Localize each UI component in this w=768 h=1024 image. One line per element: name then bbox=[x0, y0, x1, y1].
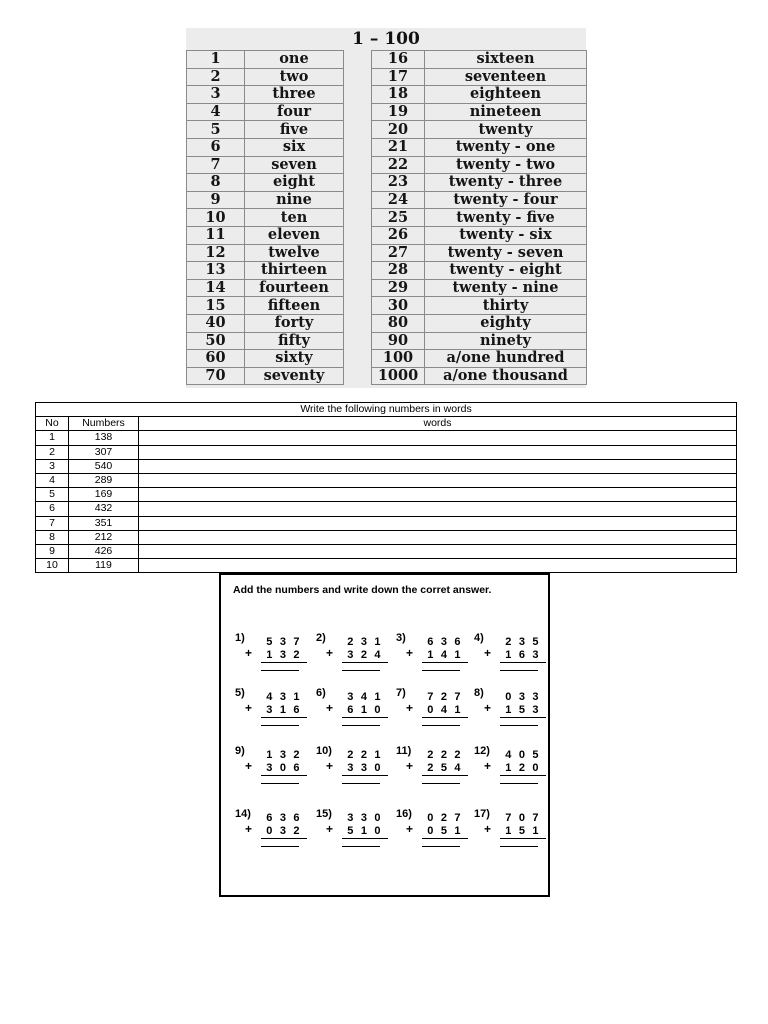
addition-problem bbox=[474, 632, 554, 682]
reference-word: thirteen bbox=[245, 262, 344, 280]
reference-word: twenty - one bbox=[425, 138, 587, 156]
words-exercise-row bbox=[36, 488, 737, 502]
reference-word: twenty - six bbox=[425, 226, 587, 244]
reference-word: fifteen bbox=[245, 297, 344, 315]
reference-number: 40 bbox=[187, 314, 245, 332]
reference-row bbox=[187, 244, 587, 262]
reference-number: 90 bbox=[372, 332, 425, 350]
reference-row bbox=[187, 121, 587, 139]
reference-row bbox=[187, 103, 587, 121]
reference-word: eleven bbox=[245, 226, 344, 244]
row-number: 6 bbox=[36, 502, 69, 516]
words-exercise-row bbox=[36, 473, 737, 487]
reference-row bbox=[187, 68, 587, 86]
words-answer-cell[interactable] bbox=[139, 431, 737, 445]
reference-number: 7 bbox=[187, 156, 245, 174]
reference-row bbox=[187, 191, 587, 209]
answer-line[interactable] bbox=[500, 846, 538, 847]
number-value: 351 bbox=[69, 516, 139, 530]
addition-problem bbox=[474, 745, 554, 795]
answer-line[interactable] bbox=[342, 846, 380, 847]
row-number: 5 bbox=[36, 488, 69, 502]
row-number: 8 bbox=[36, 530, 69, 544]
row-number: 7 bbox=[36, 516, 69, 530]
reference-number: 22 bbox=[372, 156, 425, 174]
number-value: 119 bbox=[69, 559, 139, 573]
addend-top: 7 0 7 bbox=[505, 812, 541, 824]
reference-gap bbox=[344, 156, 372, 174]
addend-bottom: 1 5 1 bbox=[500, 825, 546, 839]
addition-problem bbox=[235, 632, 315, 682]
addition-problem bbox=[235, 687, 315, 737]
words-answer-cell[interactable] bbox=[139, 473, 737, 487]
reference-gap bbox=[344, 103, 372, 121]
reference-number: 50 bbox=[187, 332, 245, 350]
reference-word: twenty - nine bbox=[425, 279, 587, 297]
reference-number: 15 bbox=[187, 297, 245, 315]
addend-bottom: 3 3 0 bbox=[342, 762, 388, 776]
answer-line[interactable] bbox=[422, 783, 460, 784]
reference-table bbox=[186, 50, 587, 385]
answer-line[interactable] bbox=[342, 783, 380, 784]
reference-word: eight bbox=[245, 174, 344, 192]
reference-number: 19 bbox=[372, 103, 425, 121]
reference-word: a/one hundred bbox=[425, 350, 587, 368]
reference-gap bbox=[344, 138, 372, 156]
reference-word: twenty - three bbox=[425, 174, 587, 192]
addend-bottom: 6 1 0 bbox=[342, 704, 388, 718]
reference-word: twelve bbox=[245, 244, 344, 262]
number-value: 138 bbox=[69, 431, 139, 445]
plus-sign: + bbox=[484, 759, 492, 773]
reference-word: twenty bbox=[425, 121, 587, 139]
addend-top: 1 3 2 bbox=[266, 749, 302, 761]
words-exercise-title: Write the following numbers in words bbox=[36, 403, 737, 417]
reference-row bbox=[187, 279, 587, 297]
reference-word: four bbox=[245, 103, 344, 121]
problem-label: 9) bbox=[235, 745, 245, 757]
number-value: 212 bbox=[69, 530, 139, 544]
problem-label: 11) bbox=[396, 745, 412, 757]
reference-row bbox=[187, 174, 587, 192]
reference-row bbox=[187, 226, 587, 244]
addend-top: 3 4 1 bbox=[347, 691, 383, 703]
reference-word: twenty - four bbox=[425, 191, 587, 209]
number-words-reference bbox=[186, 28, 586, 388]
reference-number: 9 bbox=[187, 191, 245, 209]
reference-word: thirty bbox=[425, 297, 587, 315]
addition-problem bbox=[396, 687, 476, 737]
reference-number: 4 bbox=[187, 103, 245, 121]
plus-sign: + bbox=[326, 759, 334, 773]
problem-label: 1) bbox=[235, 632, 245, 644]
addend-top: 2 3 5 bbox=[505, 636, 541, 648]
reference-word: three bbox=[245, 86, 344, 104]
reference-number: 30 bbox=[372, 297, 425, 315]
reference-word: fourteen bbox=[245, 279, 344, 297]
answer-line[interactable] bbox=[261, 846, 299, 847]
reference-gap bbox=[344, 121, 372, 139]
addend-top: 6 3 6 bbox=[427, 636, 463, 648]
row-number: 9 bbox=[36, 544, 69, 558]
reference-word: seven bbox=[245, 156, 344, 174]
reference-row bbox=[187, 350, 587, 368]
addend-bottom: 0 3 2 bbox=[261, 825, 307, 839]
number-value: 432 bbox=[69, 502, 139, 516]
addition-problem bbox=[316, 808, 396, 858]
words-answer-cell[interactable] bbox=[139, 502, 737, 516]
addend-bottom: 3 2 4 bbox=[342, 649, 388, 663]
words-exercise-row bbox=[36, 516, 737, 530]
addition-problem bbox=[396, 632, 476, 682]
reference-word: seventy bbox=[245, 367, 344, 385]
plus-sign: + bbox=[245, 822, 253, 836]
words-exercise-row bbox=[36, 502, 737, 516]
header-numbers: Numbers bbox=[69, 417, 139, 431]
addend-bottom: 0 4 1 bbox=[422, 704, 468, 718]
reference-number: 29 bbox=[372, 279, 425, 297]
problem-label: 16) bbox=[396, 808, 412, 820]
reference-number: 1000 bbox=[372, 367, 425, 385]
row-number: 2 bbox=[36, 445, 69, 459]
reference-number: 12 bbox=[187, 244, 245, 262]
plus-sign: + bbox=[245, 646, 253, 660]
reference-word: forty bbox=[245, 314, 344, 332]
reference-number: 18 bbox=[372, 86, 425, 104]
words-answer-cell[interactable] bbox=[139, 530, 737, 544]
reference-number: 26 bbox=[372, 226, 425, 244]
problem-label: 6) bbox=[316, 687, 326, 699]
problem-label: 8) bbox=[474, 687, 484, 699]
words-answer-cell[interactable] bbox=[139, 488, 737, 502]
reference-word: sixteen bbox=[425, 51, 587, 69]
reference-gap bbox=[344, 174, 372, 192]
reference-gap bbox=[344, 226, 372, 244]
reference-word: nine bbox=[245, 191, 344, 209]
reference-number: 80 bbox=[372, 314, 425, 332]
reference-gap bbox=[344, 314, 372, 332]
reference-gap bbox=[344, 86, 372, 104]
row-number: 3 bbox=[36, 459, 69, 473]
header-words: words bbox=[139, 417, 737, 431]
addend-bottom: 3 0 6 bbox=[261, 762, 307, 776]
reference-gap bbox=[344, 279, 372, 297]
addend-top: 0 2 7 bbox=[427, 812, 463, 824]
addend-bottom: 5 1 0 bbox=[342, 825, 388, 839]
reference-word: six bbox=[245, 138, 344, 156]
reference-row bbox=[187, 314, 587, 332]
reference-number: 70 bbox=[187, 367, 245, 385]
answer-line[interactable] bbox=[261, 783, 299, 784]
addition-problem bbox=[396, 808, 476, 858]
addend-bottom: 1 6 3 bbox=[500, 649, 546, 663]
plus-sign: + bbox=[406, 759, 414, 773]
reference-row bbox=[187, 297, 587, 315]
answer-line[interactable] bbox=[500, 670, 538, 671]
reference-word: ten bbox=[245, 209, 344, 227]
reference-gap bbox=[344, 262, 372, 280]
answer-line[interactable] bbox=[261, 725, 299, 726]
addend-top: 2 2 1 bbox=[347, 749, 383, 761]
problem-label: 17) bbox=[474, 808, 490, 820]
reference-word: five bbox=[245, 121, 344, 139]
reference-number: 16 bbox=[372, 51, 425, 69]
reference-number: 27 bbox=[372, 244, 425, 262]
words-exercise-row bbox=[36, 559, 737, 573]
addend-top: 6 3 6 bbox=[266, 812, 302, 824]
reference-number: 21 bbox=[372, 138, 425, 156]
reference-number: 10 bbox=[187, 209, 245, 227]
problem-label: 4) bbox=[474, 632, 484, 644]
header-no: No bbox=[36, 417, 69, 431]
words-answer-cell[interactable] bbox=[139, 544, 737, 558]
reference-word: twenty - seven bbox=[425, 244, 587, 262]
words-exercise-row bbox=[36, 445, 737, 459]
addend-bottom: 1 5 3 bbox=[500, 704, 546, 718]
reference-row bbox=[187, 209, 587, 227]
addend-top: 4 3 1 bbox=[266, 691, 302, 703]
reference-gap bbox=[344, 332, 372, 350]
reference-row bbox=[187, 332, 587, 350]
reference-number: 20 bbox=[372, 121, 425, 139]
reference-word: twenty - five bbox=[425, 209, 587, 227]
reference-gap bbox=[344, 367, 372, 385]
reference-word: one bbox=[245, 51, 344, 69]
addition-problem bbox=[316, 745, 396, 795]
reference-number: 25 bbox=[372, 209, 425, 227]
reference-gap bbox=[344, 297, 372, 315]
reference-gap bbox=[344, 191, 372, 209]
words-exercise-header-row bbox=[36, 417, 737, 431]
words-exercise-row bbox=[36, 530, 737, 544]
addition-problem bbox=[316, 632, 396, 682]
addend-top: 4 0 5 bbox=[505, 749, 541, 761]
reference-row bbox=[187, 51, 587, 69]
reference-word: eighty bbox=[425, 314, 587, 332]
reference-number: 23 bbox=[372, 174, 425, 192]
reference-word: twenty - eight bbox=[425, 262, 587, 280]
reference-word: two bbox=[245, 68, 344, 86]
words-answer-cell[interactable] bbox=[139, 559, 737, 573]
answer-line[interactable] bbox=[500, 725, 538, 726]
addition-problem bbox=[316, 687, 396, 737]
reference-number: 2 bbox=[187, 68, 245, 86]
number-value: 540 bbox=[69, 459, 139, 473]
plus-sign: + bbox=[484, 822, 492, 836]
reference-number: 1 bbox=[187, 51, 245, 69]
reference-row bbox=[187, 367, 587, 385]
reference-word: sixty bbox=[245, 350, 344, 368]
addend-top: 2 3 1 bbox=[347, 636, 383, 648]
addition-worksheet bbox=[219, 573, 550, 897]
plus-sign: + bbox=[245, 759, 253, 773]
number-value: 426 bbox=[69, 544, 139, 558]
reference-word: fifty bbox=[245, 332, 344, 350]
reference-word: ninety bbox=[425, 332, 587, 350]
reference-row bbox=[187, 156, 587, 174]
reference-number: 60 bbox=[187, 350, 245, 368]
reference-number: 28 bbox=[372, 262, 425, 280]
reference-word: eighteen bbox=[425, 86, 587, 104]
addition-problem bbox=[396, 745, 476, 795]
addition-problem bbox=[235, 808, 315, 858]
problem-label: 15) bbox=[316, 808, 332, 820]
problem-label: 3) bbox=[396, 632, 406, 644]
problem-label: 12) bbox=[474, 745, 490, 757]
row-number: 4 bbox=[36, 473, 69, 487]
addend-bottom: 2 5 4 bbox=[422, 762, 468, 776]
reference-number: 17 bbox=[372, 68, 425, 86]
reference-word: nineteen bbox=[425, 103, 587, 121]
addend-bottom: 0 5 1 bbox=[422, 825, 468, 839]
addend-top: 7 2 7 bbox=[427, 691, 463, 703]
plus-sign: + bbox=[484, 701, 492, 715]
plus-sign: + bbox=[484, 646, 492, 660]
addend-bottom: 3 1 6 bbox=[261, 704, 307, 718]
answer-line[interactable] bbox=[342, 670, 380, 671]
reference-number: 6 bbox=[187, 138, 245, 156]
answer-line[interactable] bbox=[422, 725, 460, 726]
plus-sign: + bbox=[326, 646, 334, 660]
reference-gap bbox=[344, 68, 372, 86]
addend-top: 3 3 0 bbox=[347, 812, 383, 824]
reference-number: 8 bbox=[187, 174, 245, 192]
addend-bottom: 1 3 2 bbox=[261, 649, 307, 663]
words-answer-cell[interactable] bbox=[139, 516, 737, 530]
reference-row bbox=[187, 138, 587, 156]
addition-problem bbox=[474, 808, 554, 858]
reference-number: 5 bbox=[187, 121, 245, 139]
reference-number: 11 bbox=[187, 226, 245, 244]
reference-number: 13 bbox=[187, 262, 245, 280]
words-exercise-row bbox=[36, 544, 737, 558]
reference-title: 1 – 100 bbox=[352, 29, 420, 49]
answer-line[interactable] bbox=[342, 725, 380, 726]
reference-gap bbox=[344, 209, 372, 227]
plus-sign: + bbox=[406, 822, 414, 836]
reference-number: 14 bbox=[187, 279, 245, 297]
plus-sign: + bbox=[406, 701, 414, 715]
words-answer-cell[interactable] bbox=[139, 459, 737, 473]
reference-word: seventeen bbox=[425, 68, 587, 86]
plus-sign: + bbox=[326, 701, 334, 715]
row-number: 1 bbox=[36, 431, 69, 445]
addend-top: 5 3 7 bbox=[266, 636, 302, 648]
reference-gap bbox=[344, 244, 372, 262]
addend-top: 2 2 2 bbox=[427, 749, 463, 761]
number-value: 289 bbox=[69, 473, 139, 487]
reference-number: 100 bbox=[372, 350, 425, 368]
answer-line[interactable] bbox=[261, 670, 299, 671]
answer-line[interactable] bbox=[500, 783, 538, 784]
problem-label: 7) bbox=[396, 687, 406, 699]
addend-top: 0 3 3 bbox=[505, 691, 541, 703]
problem-label: 14) bbox=[235, 808, 251, 820]
problem-label: 5) bbox=[235, 687, 245, 699]
reference-word: twenty - two bbox=[425, 156, 587, 174]
reference-number: 3 bbox=[187, 86, 245, 104]
number-value: 307 bbox=[69, 445, 139, 459]
words-exercise-row bbox=[36, 431, 737, 445]
problem-label: 2) bbox=[316, 632, 326, 644]
reference-number: 24 bbox=[372, 191, 425, 209]
addition-instruction: Add the numbers and write down the corret answer. bbox=[233, 584, 492, 596]
reference-gap bbox=[344, 350, 372, 368]
plus-sign: + bbox=[326, 822, 334, 836]
reference-row bbox=[187, 262, 587, 280]
reference-row bbox=[187, 86, 587, 104]
number-value: 169 bbox=[69, 488, 139, 502]
problem-label: 10) bbox=[316, 745, 332, 757]
words-exercise-title-row bbox=[36, 403, 737, 417]
reference-gap bbox=[344, 51, 372, 69]
reference-word: a/one thousand bbox=[425, 367, 587, 385]
plus-sign: + bbox=[406, 646, 414, 660]
words-answer-cell[interactable] bbox=[139, 445, 737, 459]
addition-problem bbox=[235, 745, 315, 795]
plus-sign: + bbox=[245, 701, 253, 715]
answer-line[interactable] bbox=[422, 670, 460, 671]
row-number: 10 bbox=[36, 559, 69, 573]
words-exercise-row bbox=[36, 459, 737, 473]
addend-bottom: 1 2 0 bbox=[500, 762, 546, 776]
words-exercise-table bbox=[35, 402, 737, 573]
answer-line[interactable] bbox=[422, 846, 460, 847]
addend-bottom: 1 4 1 bbox=[422, 649, 468, 663]
addition-problem bbox=[474, 687, 554, 737]
